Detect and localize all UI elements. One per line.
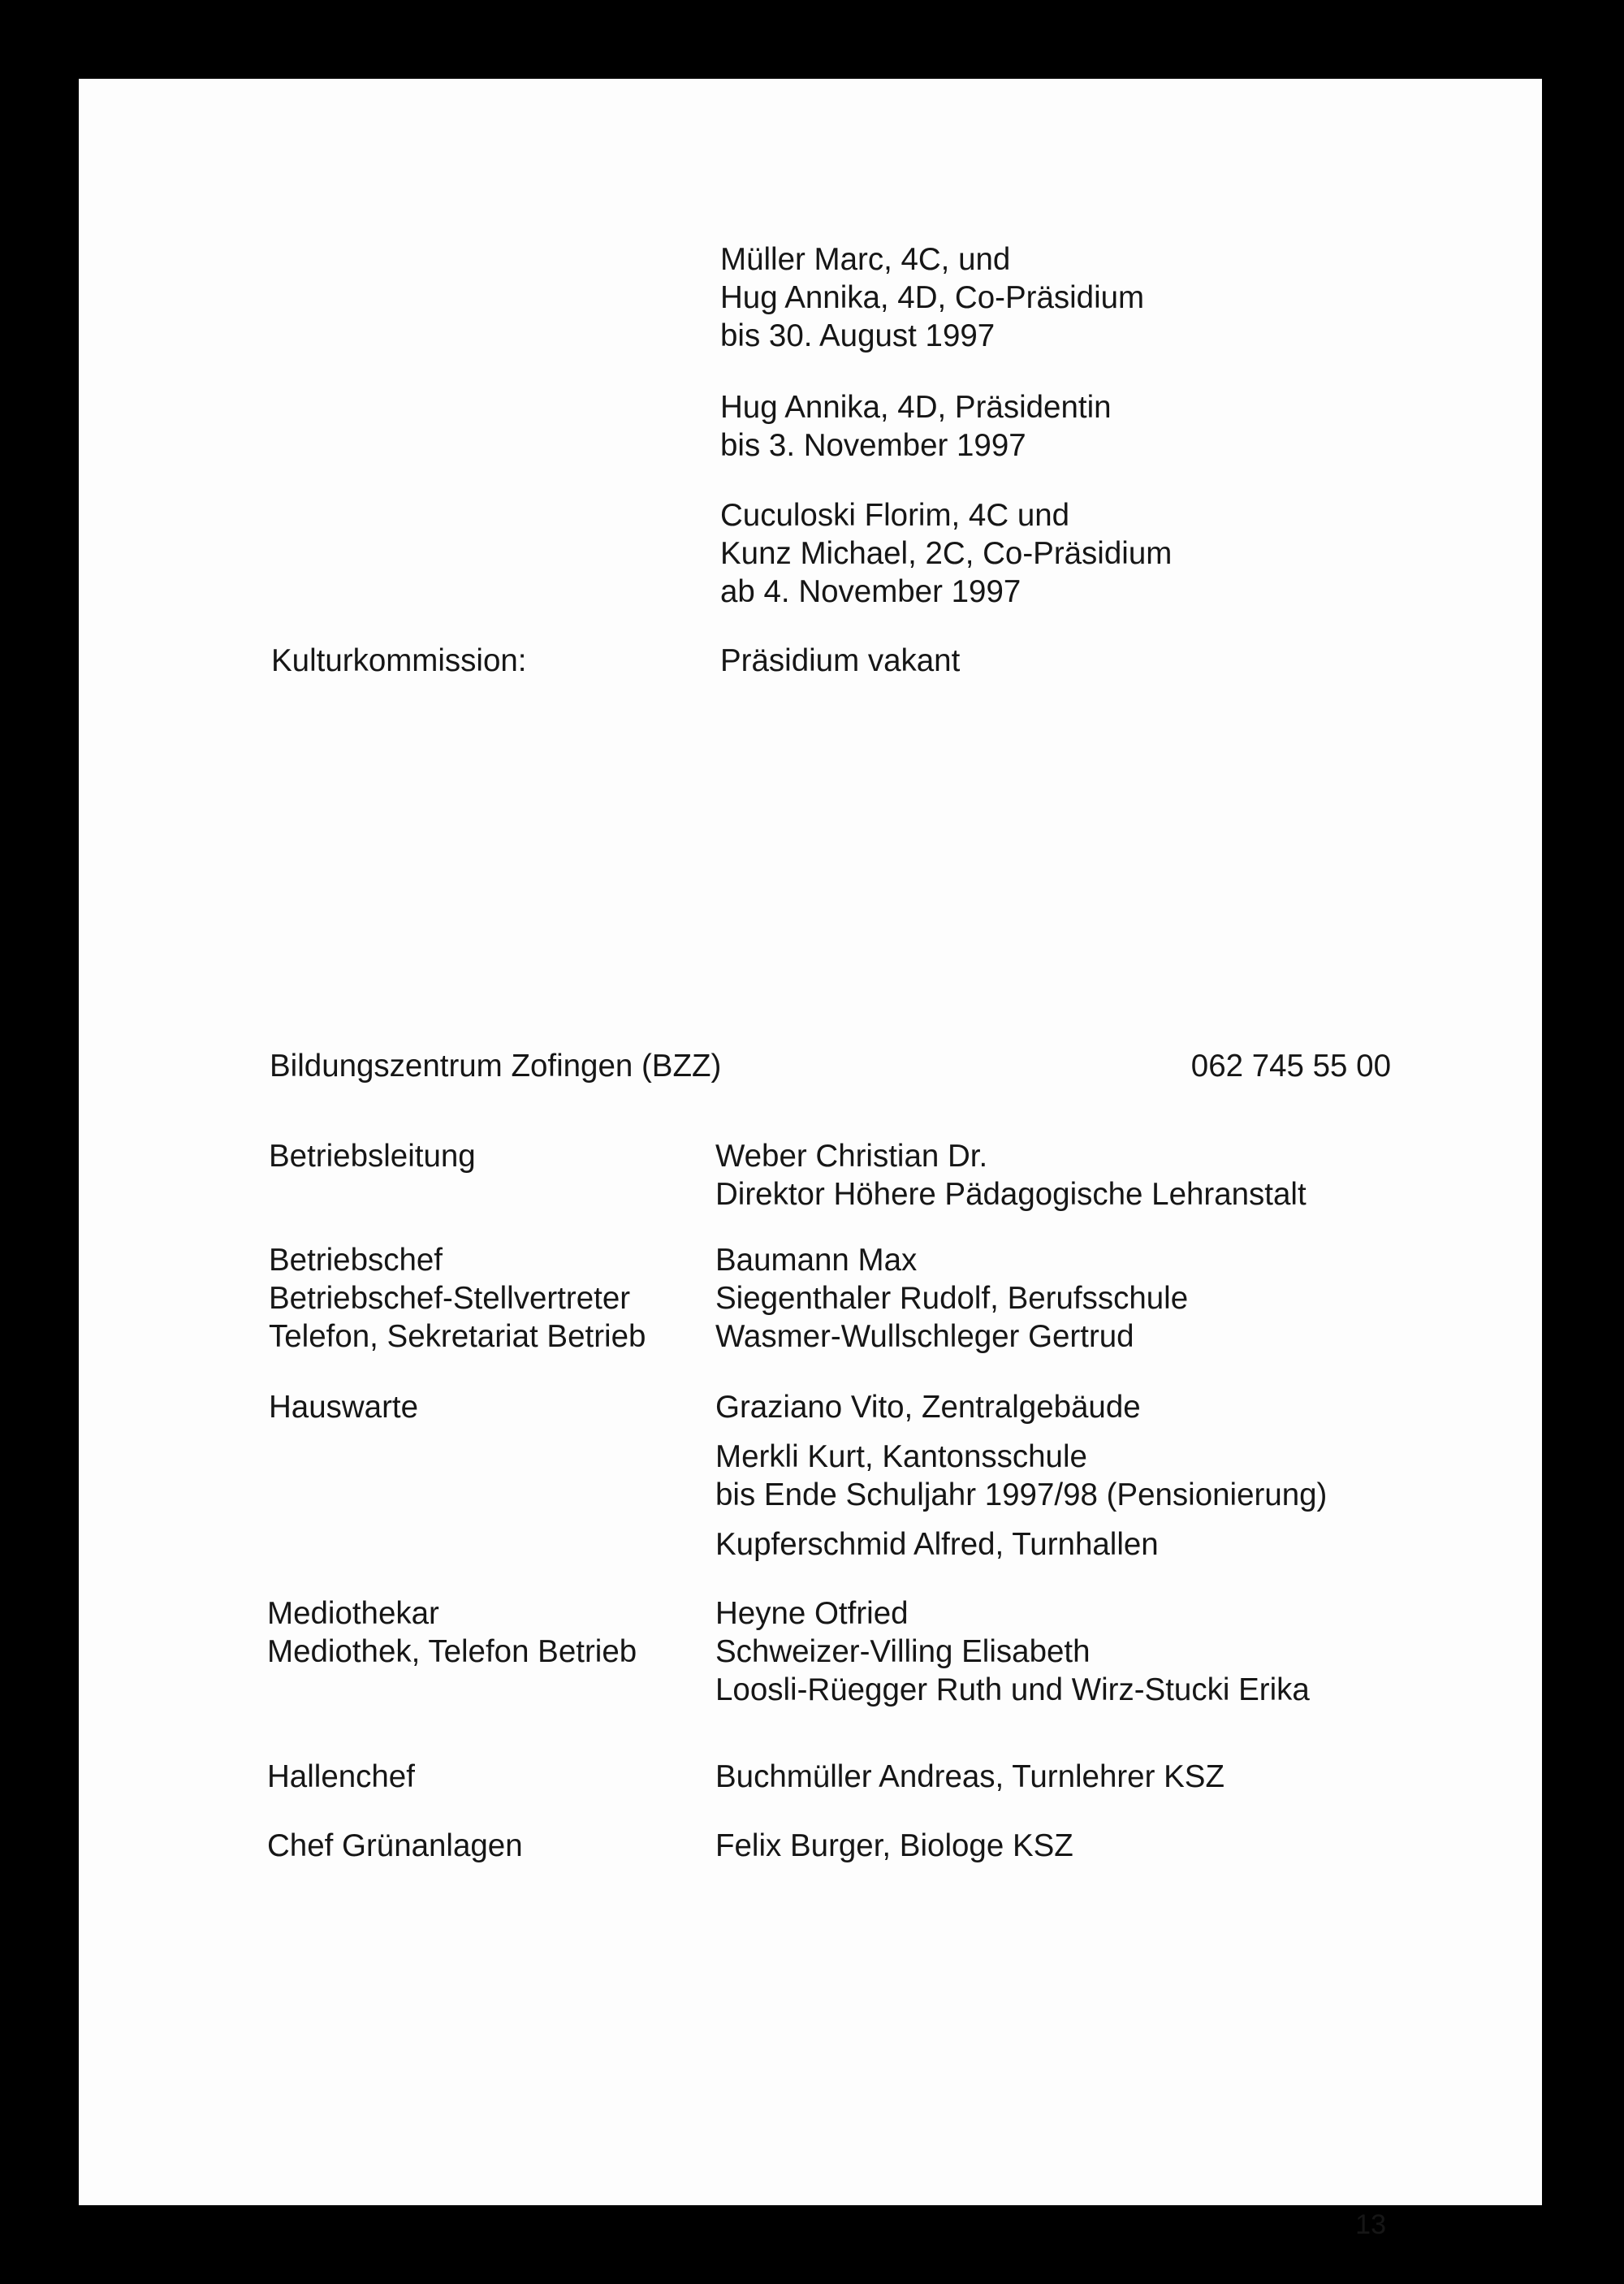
text-line: bis 3. November 1997 — [720, 428, 1026, 463]
row-value — [715, 1594, 1310, 1709]
row-value — [715, 1241, 1188, 1356]
row-label — [267, 1758, 415, 1796]
value-line: Baumann Max — [715, 1243, 918, 1278]
row-value — [715, 1525, 1159, 1564]
kulturkommission-label: Kulturkommission: — [271, 643, 527, 678]
row-value — [715, 1137, 1307, 1213]
presidium-block-2 — [720, 388, 1112, 465]
page-number: 13 — [1355, 2209, 1386, 2240]
row-value — [715, 1438, 1327, 1514]
label-line: Chef Grünanlagen — [267, 1828, 523, 1863]
value-line: Kupferschmid Alfred, Turnhallen — [715, 1527, 1159, 1562]
section-title: Bildungszentrum Zofingen (BZZ) — [270, 1049, 722, 1084]
value-line: Schweizer-Villing Elisabeth — [715, 1634, 1091, 1669]
text-line: ab 4. November 1997 — [720, 574, 1021, 609]
label-line: Betriebsleitung — [269, 1139, 476, 1174]
value-line: Loosli-Rüegger Ruth und Wirz-Stucki Erika — [715, 1672, 1310, 1707]
phone-number: 062 745 55 00 — [1190, 1049, 1391, 1084]
label-line: Hallenchef — [267, 1759, 415, 1794]
label-line: Telefon, Sekretariat Betrieb — [269, 1319, 646, 1354]
value-line: Weber Christian Dr. — [715, 1139, 988, 1174]
value-line: Heyne Otfried — [715, 1596, 909, 1631]
label-line: Betriebschef — [269, 1243, 443, 1278]
row-label — [267, 1827, 523, 1865]
text-line: Hug Annika, 4D, Co-Präsidium — [720, 280, 1145, 315]
presidium-block-3 — [720, 496, 1172, 611]
label-line: Mediothekar — [267, 1596, 439, 1631]
value-line: Merkli Kurt, Kantonsschule — [715, 1439, 1087, 1474]
text-line: Kunz Michael, 2C, Co-Präsidium — [720, 536, 1173, 571]
row-value — [715, 1388, 1141, 1426]
row-label — [267, 1594, 637, 1671]
row-value — [715, 1758, 1224, 1796]
row-label — [269, 1137, 476, 1175]
value-line: Wasmer-Wullschleger Gertrud — [715, 1319, 1134, 1354]
row-value — [715, 1827, 1073, 1865]
text-line: Cuculoski Florim, 4C und — [720, 498, 1070, 533]
value-line: bis Ende Schuljahr 1997/98 (Pensionierung) — [715, 1477, 1328, 1512]
label-line: Mediothek, Telefon Betrieb — [267, 1634, 637, 1669]
value-line: Buchmüller Andreas, Turnlehrer KSZ — [715, 1759, 1224, 1794]
value-line: Felix Burger, Biologe KSZ — [715, 1828, 1073, 1863]
row-label — [269, 1388, 418, 1426]
label-line: Betriebschef-Stellvertreter — [269, 1281, 631, 1316]
text-line: bis 30. August 1997 — [720, 318, 996, 353]
value-line: Siegenthaler Rudolf, Berufsschule — [715, 1281, 1189, 1316]
value-line: Graziano Vito, Zentralgebäude — [715, 1390, 1141, 1425]
label-line: Hauswarte — [269, 1390, 419, 1425]
presidium-block-1 — [720, 240, 1144, 355]
document-page — [79, 79, 1542, 2240]
text-line: Hug Annika, 4D, Präsidentin — [720, 390, 1112, 425]
kulturkommission-value: Präsidium vakant — [720, 643, 961, 678]
row-label — [269, 1241, 646, 1356]
text-line: Müller Marc, 4C, und — [720, 242, 1011, 277]
value-line: Direktor Höhere Pädagogische Lehranstalt — [715, 1177, 1307, 1212]
